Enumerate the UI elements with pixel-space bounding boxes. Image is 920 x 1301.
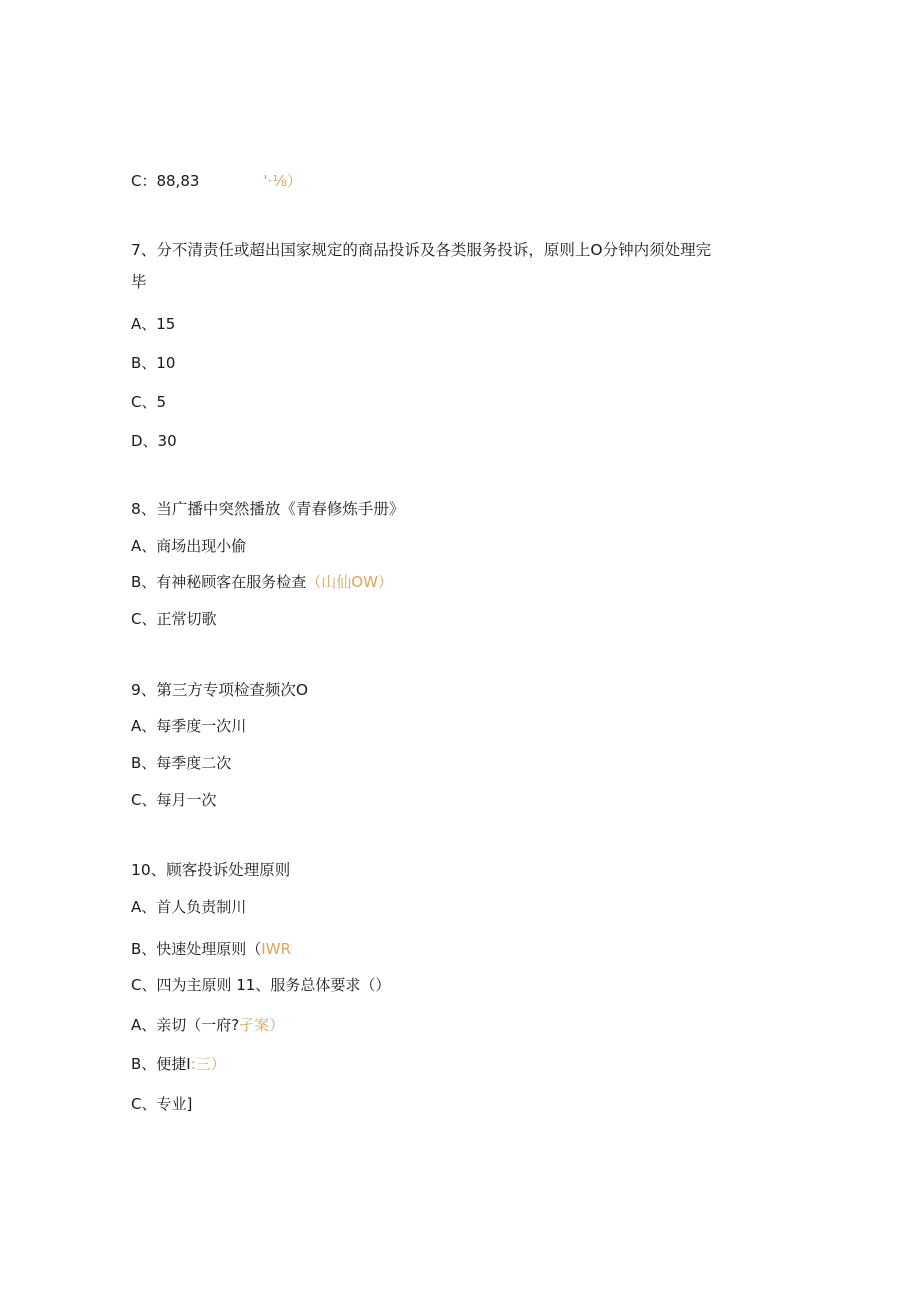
option-c-prev: C：88,83 '·⅛）	[131, 172, 302, 190]
question-10: 10、顾客投诉处理原则	[131, 861, 291, 879]
q9-option-a: A、每季度一次川	[131, 717, 247, 735]
question-7-cont: 毕	[131, 273, 147, 291]
q10-option-a: A、首人负责制川	[131, 898, 247, 916]
question-8: 8、当广播中突然播放《青春修炼手册》	[131, 500, 405, 518]
answer-mark: （山仙OW）	[306, 573, 393, 591]
answer-mark: '·⅛）	[263, 172, 302, 190]
q11-option-b: B、便捷I:三）	[131, 1055, 226, 1073]
q10-option-c-q11: C、四为主原则 11、服务总体要求（）	[131, 976, 391, 994]
q11-option-a: A、亲切（一府?孑案）	[131, 1016, 285, 1034]
question-7: 7、分不清责任或超出国家规定的商品投诉及各类服务投诉，原则上O分钟内须处理完	[131, 241, 712, 259]
q8-option-a: A、商场出现小偷	[131, 537, 247, 555]
q9-option-b: B、每季度二次	[131, 754, 232, 772]
q7-option-c: C、5	[131, 393, 167, 411]
q10-option-b: B、快速处理原则（IWR	[131, 940, 291, 958]
question-9: 9、第三方专项检查频次O	[131, 681, 309, 699]
q7-option-d: D、30	[131, 432, 177, 450]
q7-option-a: A、15	[131, 315, 176, 333]
q8-option-b: B、有神秘顾客在服务检查（山仙OW）	[131, 573, 393, 591]
answer-mark: 孑案）	[239, 1016, 285, 1034]
q8-option-c: C、正常切歌	[131, 610, 217, 628]
q11-option-c: C、专业]	[131, 1095, 193, 1113]
answer-mark: :三）	[190, 1055, 226, 1073]
q9-option-c: C、每月一次	[131, 791, 217, 809]
q7-option-b: B、10	[131, 354, 176, 372]
answer-mark: IWR	[261, 940, 291, 958]
